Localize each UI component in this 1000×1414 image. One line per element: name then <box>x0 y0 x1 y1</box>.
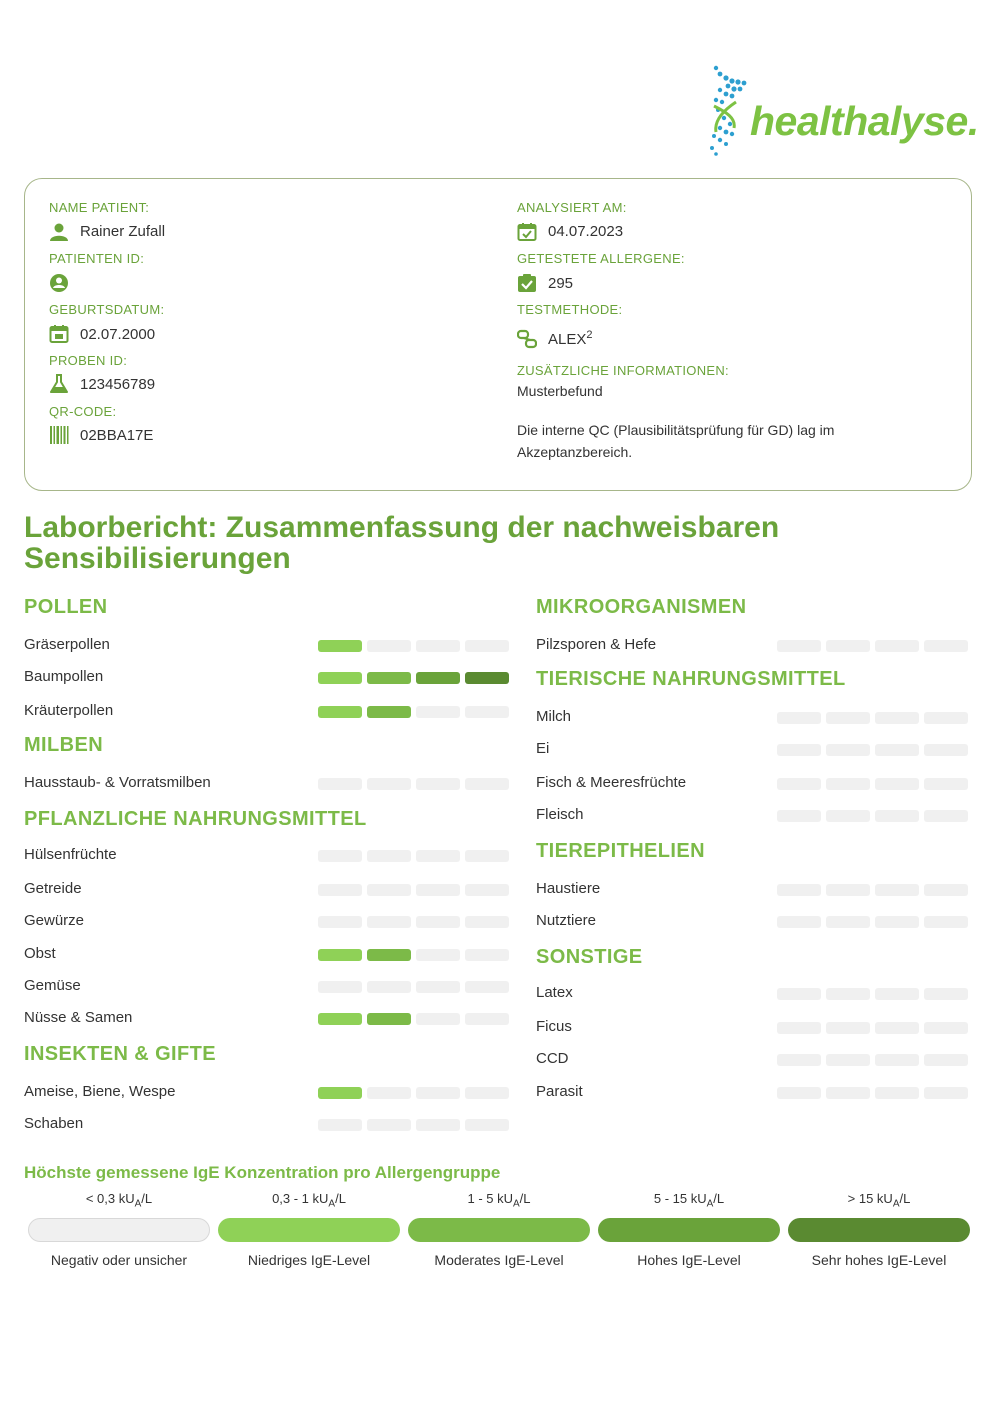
ige-level-segment <box>826 988 870 1000</box>
ige-level-segment <box>826 1022 870 1034</box>
ige-level-segment <box>465 981 509 993</box>
ige-level-segment <box>416 706 460 718</box>
allergen-label: Latex <box>536 984 573 1001</box>
ige-level-segment <box>367 916 411 928</box>
ige-level-segment <box>318 916 362 928</box>
analyzed-date: 04.07.2023 <box>548 223 624 240</box>
allergen-label: Kräuterpollen <box>24 702 114 719</box>
allergens-count: 295 <box>548 275 574 292</box>
allergen-label: Obst <box>24 945 56 962</box>
ige-level-segment <box>777 1054 821 1066</box>
ige-level-segment <box>416 1087 460 1099</box>
ige-level-bars <box>777 884 967 896</box>
name-label: NAME PATIENT: <box>49 200 150 215</box>
ige-level-segment <box>875 916 919 928</box>
ige-level-segment <box>367 672 411 684</box>
ige-level-segment <box>875 1087 919 1099</box>
ige-level-segment <box>924 712 968 724</box>
allergen-label: Hausstaub- & Vorratsmilben <box>24 774 211 791</box>
ige-level-bars <box>318 916 508 928</box>
allergen-label: Fleisch <box>536 806 584 823</box>
ige-level-bars <box>318 949 508 961</box>
calendar-check-icon <box>517 222 537 242</box>
qc-note-line1: Die interne QC (Plausibilitätsprüfung für GD) lag im <box>517 422 835 438</box>
ige-level-segment <box>465 884 509 896</box>
ige-level-segment <box>416 640 460 652</box>
ige-level-bars <box>318 1087 508 1099</box>
ige-level-segment <box>826 1087 870 1099</box>
ige-level-segment <box>416 1119 460 1131</box>
ige-level-segment <box>777 916 821 928</box>
ige-level-segment <box>924 884 968 896</box>
person-icon <box>49 222 69 242</box>
ige-level-segment <box>777 778 821 790</box>
ige-level-segment <box>875 1022 919 1034</box>
legend-description: Sehr hohes IgE-Level <box>811 1252 947 1268</box>
ige-level-segment <box>777 640 821 652</box>
ige-level-segment <box>416 850 460 862</box>
legend-description: Niedriges IgE-Level <box>247 1252 371 1268</box>
ige-level-segment <box>777 712 821 724</box>
ige-level-bars <box>318 672 508 684</box>
test-method-value: ALEX$^2$ <box>548 329 593 348</box>
allergen-label: Nutztiere <box>536 912 597 929</box>
ige-level-bars <box>318 706 508 718</box>
section-title: SONSTIGE <box>536 946 643 968</box>
legend-color-pill <box>408 1218 590 1242</box>
ige-level-segment <box>318 1013 362 1025</box>
ige-level-bars <box>777 1087 967 1099</box>
ige-level-segment <box>777 1087 821 1099</box>
ige-level-segment <box>826 1054 870 1066</box>
ige-level-bars <box>777 640 967 652</box>
ige-level-segment <box>367 1013 411 1025</box>
legend-range: 1 - 5 $kU_A/L$ <box>467 1191 531 1210</box>
ige-level-segment <box>416 1013 460 1025</box>
ige-level-segment <box>826 778 870 790</box>
ige-level-segment <box>826 712 870 724</box>
ige-level-bars <box>777 1054 967 1066</box>
ige-level-segment <box>465 640 509 652</box>
section-title: TIEREPITHELIEN <box>536 840 705 862</box>
ige-level-segment <box>318 706 362 718</box>
ige-level-segment <box>924 988 968 1000</box>
ige-level-segment <box>465 672 509 684</box>
ige-level-segment <box>875 988 919 1000</box>
ige-level-segment <box>924 1087 968 1099</box>
allergen-label: Baumpollen <box>24 668 104 685</box>
ige-level-segment <box>416 884 460 896</box>
allergen-label: Haustiere <box>536 880 601 897</box>
ige-level-segment <box>777 810 821 822</box>
ige-level-segment <box>924 744 968 756</box>
ige-level-segment <box>777 884 821 896</box>
ige-level-segment <box>875 712 919 724</box>
ige-level-segment <box>318 778 362 790</box>
ige-level-segment <box>416 949 460 961</box>
ige-level-segment <box>924 1022 968 1034</box>
healthalyse-logo <box>706 62 978 162</box>
ige-level-segment <box>416 672 460 684</box>
calendar-icon <box>49 324 69 344</box>
qr-code-value: 02BBA17E <box>80 427 154 444</box>
allergen-label: Nüsse & Samen <box>24 1009 133 1026</box>
allergen-label: Gewürze <box>24 912 85 929</box>
legend-range: 5 - 15 $kU_A/L$ <box>653 1191 725 1210</box>
additional-info-label: ZUSÄTZLICHE INFORMATIONEN: <box>517 363 729 378</box>
ige-level-segment <box>465 778 509 790</box>
ige-level-segment <box>924 778 968 790</box>
ige-level-segment <box>367 778 411 790</box>
ige-level-bars <box>777 712 967 724</box>
ige-level-bars <box>777 988 967 1000</box>
section-title: MILBEN <box>24 734 104 756</box>
legend-color-pill <box>788 1218 970 1242</box>
patient-info-box <box>24 178 972 491</box>
ige-level-segment <box>465 1013 509 1025</box>
logo-wordmark: healthalyse. <box>750 98 979 144</box>
ige-level-segment <box>875 810 919 822</box>
ige-level-segment <box>367 1087 411 1099</box>
ige-level-segment <box>318 850 362 862</box>
ige-level-segment <box>416 778 460 790</box>
allergen-label: Getreide <box>24 880 82 897</box>
section-title: POLLEN <box>24 596 108 618</box>
legend-color-pill <box>28 1218 210 1242</box>
ige-level-segment <box>875 1054 919 1066</box>
clipboard-check-icon <box>517 273 537 293</box>
ige-level-segment <box>465 850 509 862</box>
ige-level-segment <box>465 916 509 928</box>
flask-icon <box>49 374 69 394</box>
ige-level-segment <box>924 640 968 652</box>
ige-level-segment <box>318 981 362 993</box>
section-title: MIKROORGANISMEN <box>536 596 747 618</box>
ige-level-bars <box>318 1013 508 1025</box>
section-title: PFLANZLICHE NAHRUNGSMITTEL <box>24 808 367 830</box>
ige-level-segment <box>924 810 968 822</box>
legend-description: Moderates IgE-Level <box>434 1252 564 1268</box>
allergen-label: Parasit <box>536 1083 583 1100</box>
ige-level-segment <box>777 1022 821 1034</box>
ige-level-segment <box>367 706 411 718</box>
ige-level-segment <box>318 1119 362 1131</box>
ige-level-segment <box>318 884 362 896</box>
allergen-label: Ei <box>536 740 550 757</box>
ige-level-segment <box>924 1054 968 1066</box>
ige-level-segment <box>777 988 821 1000</box>
patient-id-label: PATIENTEN ID: <box>49 251 145 266</box>
ige-level-bars <box>318 640 508 652</box>
section-title: TIERISCHE NAHRUNGSMITTEL <box>536 668 846 690</box>
ige-level-segment <box>924 916 968 928</box>
ige-level-bars <box>777 1022 967 1034</box>
allergen-label: Gräserpollen <box>24 636 110 653</box>
section-title: INSEKTEN & GIFTE <box>24 1043 216 1065</box>
allergen-label: Hülsenfrüchte <box>24 846 117 863</box>
legend-title: Höchste gemessene IgE Konzentration pro Allergengruppe <box>24 1163 501 1182</box>
patient-name: Rainer Zufall <box>80 223 166 240</box>
sample-id-value: 123456789 <box>80 376 156 393</box>
ige-level-segment <box>416 981 460 993</box>
ige-level-segment <box>875 744 919 756</box>
ige-level-segment <box>465 949 509 961</box>
ige-level-segment <box>826 916 870 928</box>
ige-level-bars <box>777 778 967 790</box>
ige-level-segment <box>826 744 870 756</box>
ige-level-segment <box>826 884 870 896</box>
dob-value: 02.07.2000 <box>80 326 156 343</box>
ige-level-segment <box>875 884 919 896</box>
legend-range: 0,3 - 1 $kU_A/L$ <box>272 1191 346 1210</box>
test-method-label: TESTMETHODE: <box>517 302 623 317</box>
ige-level-segment <box>367 884 411 896</box>
allergen-label: Ameise, Biene, Wespe <box>24 1083 176 1100</box>
allergen-label: Milch <box>536 708 572 725</box>
legend-color-pill <box>218 1218 400 1242</box>
ige-level-segment <box>367 949 411 961</box>
legend-description: Hohes IgE-Level <box>637 1252 741 1268</box>
user-circle-icon <box>49 273 69 293</box>
ige-level-bars <box>777 744 967 756</box>
ige-level-segment <box>875 778 919 790</box>
allergen-label: Schaben <box>24 1115 84 1132</box>
allergen-label: Pilzsporen & Hefe <box>536 636 657 653</box>
ige-level-bars <box>318 778 508 790</box>
ige-level-segment <box>318 672 362 684</box>
qc-note-line2: Akzeptanzbereich. <box>517 444 633 460</box>
qr-code-label: QR-CODE: <box>49 404 117 419</box>
ige-level-segment <box>826 640 870 652</box>
ige-level-segment <box>416 916 460 928</box>
ige-level-segment <box>777 744 821 756</box>
allergen-label: Fisch & Meeresfrüchte <box>536 774 687 791</box>
barcode-icon <box>49 425 69 445</box>
ige-level-segment <box>465 706 509 718</box>
legend-range: < 0,3 $kU_A/L$ <box>85 1191 153 1210</box>
allergen-label: Ficus <box>536 1018 572 1035</box>
ige-level-bars <box>318 884 508 896</box>
additional-info-value: Musterbefund <box>517 383 603 399</box>
allergens-label: GETESTETE ALLERGENE: <box>517 251 685 266</box>
allergen-label: CCD <box>536 1050 569 1067</box>
ige-level-segment <box>318 949 362 961</box>
ige-level-segment <box>826 810 870 822</box>
ige-level-segment <box>465 1119 509 1131</box>
ige-level-segment <box>318 1087 362 1099</box>
ige-level-bars <box>318 1119 508 1131</box>
ige-level-bars <box>777 810 967 822</box>
ige-level-bars <box>777 916 967 928</box>
ige-level-segment <box>875 640 919 652</box>
ige-level-bars <box>318 850 508 862</box>
ige-level-segment <box>367 850 411 862</box>
ige-level-segment <box>318 640 362 652</box>
dob-label: GEBURTSDATUM: <box>49 302 165 317</box>
allergen-label: Gemüse <box>24 977 81 994</box>
ige-level-segment <box>465 1087 509 1099</box>
analyzed-label: ANALYSIERT AM: <box>517 200 627 215</box>
legend-range: > 15 $kU_A/L$ <box>847 1191 911 1210</box>
legend-color-pill <box>598 1218 780 1242</box>
ige-level-bars <box>318 981 508 993</box>
sample-id-label: PROBEN ID: <box>49 353 128 368</box>
report-title: Laborbericht: Zusammenfassung der nachweisbaren Sensibilisierungen <box>24 511 780 575</box>
ige-level-segment <box>367 981 411 993</box>
link-icon <box>517 329 537 349</box>
ige-level-segment <box>367 640 411 652</box>
legend-description: Negativ oder unsicher <box>50 1252 188 1268</box>
ige-level-segment <box>367 1119 411 1131</box>
